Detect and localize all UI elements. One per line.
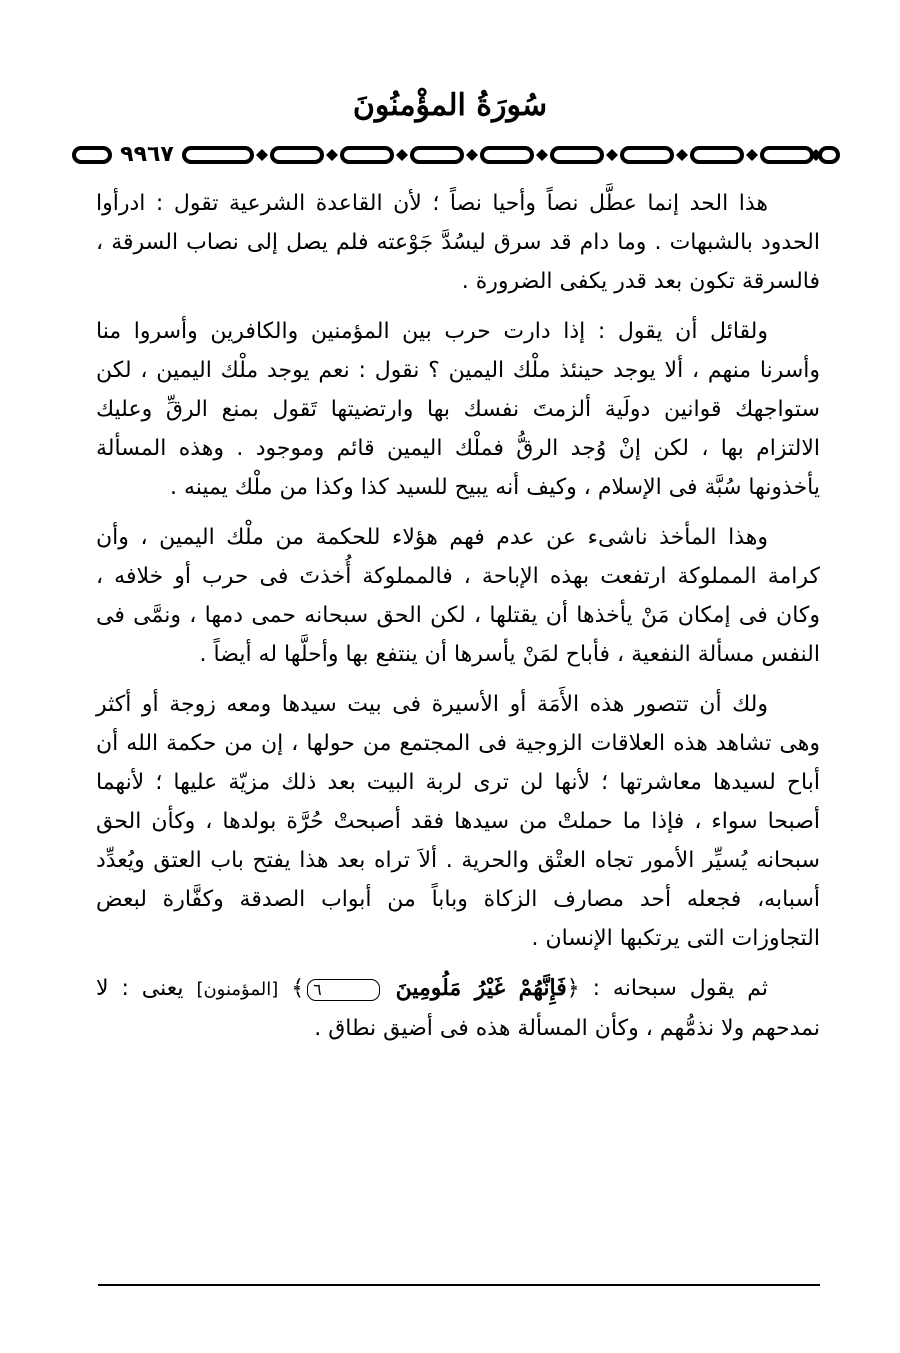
ornament-diamond bbox=[536, 149, 548, 161]
paragraph-5 bbox=[96, 969, 820, 1048]
ornament-link bbox=[74, 148, 110, 162]
ornament-diamond bbox=[746, 149, 758, 161]
ornament-diamond bbox=[326, 149, 338, 161]
ornament-link bbox=[622, 148, 672, 162]
footer-rule bbox=[98, 1284, 820, 1286]
ornament-link bbox=[692, 148, 742, 162]
surah-reference: [المؤمنون] bbox=[196, 979, 279, 1000]
ornament-link bbox=[412, 148, 462, 162]
verse-intro: ثم يقول سبحانه : bbox=[592, 976, 768, 1001]
ornament-link bbox=[820, 148, 838, 162]
ornament-diamond bbox=[676, 149, 688, 161]
verse-number: ٦ bbox=[307, 979, 380, 1001]
ornament-diamond bbox=[606, 149, 618, 161]
page-body bbox=[96, 184, 820, 1059]
ornamental-divider bbox=[72, 140, 842, 170]
ornament-link bbox=[552, 148, 602, 162]
paragraph-2: ولقائل أن يقول : إذا دارت حرب بين المؤمنين والكافرين وأسروا منا وأسرنا منهم ، ألا يوجد حينئذ ملْك اليمين ؟ نقول : نعم يوجد ملْك اليمين ، لكن ستواجهك قوانين دولَية ألزمتَ نفسك بها وارتضيتها تَقول بمنع الرقِّ وعليك الالتزام بها ، لكن إنْ وُجد الرقُّ فملْك اليمين قائم وموجود . وهذه المسألة يأخذونها سُبَّة فى الإسلام ، وكيف أنه يبيح للسيد كذا وكذا من ملْك يمينه . bbox=[96, 319, 820, 500]
paragraph-4: ولك أن تتصور هذه الأَمَة أو الأسيرة فى بيت سيدها ومعه زوجة أو أكثر وهى تشاهد هذه العلاقات الزوجية فى المجتمع من حولها ، إن من حكمة الله أن أباح لسيدها معاشرتها ؛ لأنها لن ترى لربة البيت بعد ذلك مزيّة عليها ؛ لأنهما أصبحا سواء ، فإذا ما حملتْ من سيدها فقد أصبحتْ حُرَّة بولدها ، وكأن الحق سبحانه يُسيِّر الأمور تجاه العتْق والحرية . ألاَ تراه بعد هذا يفتح باب العتق ويُعدِّد أسبابه، فجعله أحد مصارف الزكاة وباباً من أبواب الصدقة وكفَّارة لبعض التجاوزات التى يرتكبها الإنسان . bbox=[96, 692, 820, 951]
ornament-link bbox=[762, 148, 812, 162]
page-number: ٩٩٦٧ bbox=[112, 140, 182, 170]
quran-bracket-open: ﴿ bbox=[566, 976, 580, 1001]
ornament-link bbox=[184, 148, 252, 162]
ornament-link bbox=[342, 148, 392, 162]
ornament-diamond bbox=[256, 149, 268, 161]
paragraph-1: هذا الحد إنما عطَّل نصاً وأحيا نصاً ؛ لأن القاعدة الشرعية تقول : ادرأوا الحدود بالشبهات . وما دام قد سرق ليسُدَّ جَوْعته فلم يصل إلى نصاب السرقة ، فالسرقة تكون بعد قدر يكفى الضرورة . bbox=[96, 191, 820, 294]
quran-bracket-close: ﴾ bbox=[291, 976, 305, 1001]
ornament-link bbox=[482, 148, 532, 162]
ornament-link bbox=[272, 148, 322, 162]
ornament-diamond bbox=[466, 149, 478, 161]
paragraph-3: وهذا المأخذ ناشىء عن عدم فهم هؤلاء للحكمة من ملْك اليمين ، وأن كرامة المملوكة ارتفعت بهذه الإباحة ، فالمملوكة أُخذتَ فى حرب أو خلافه ، وكان فى إمكان مَنْ يأخذها أن يقتلها ، لكن الحق سبحانه حمى دمها ، ونمَّى فى النفس مسألة النفعية ، فأباح لمَنْ يأسرها أن ينتفع بها وأحلَّها له أيضاً . bbox=[96, 525, 820, 667]
verse-commentary: يعنى : لا نمدحهم ولا نذمُّهم ، وكأن المسألة هذه فى أضيق نطاق . bbox=[96, 976, 820, 1041]
quran-verse: فَإِنَّهُمْ غَيْرُ مَلُومِينَ bbox=[395, 975, 567, 1001]
ornament-diamond bbox=[396, 149, 408, 161]
surah-title: سُورَةُ المؤْمنُونَ bbox=[352, 88, 548, 123]
